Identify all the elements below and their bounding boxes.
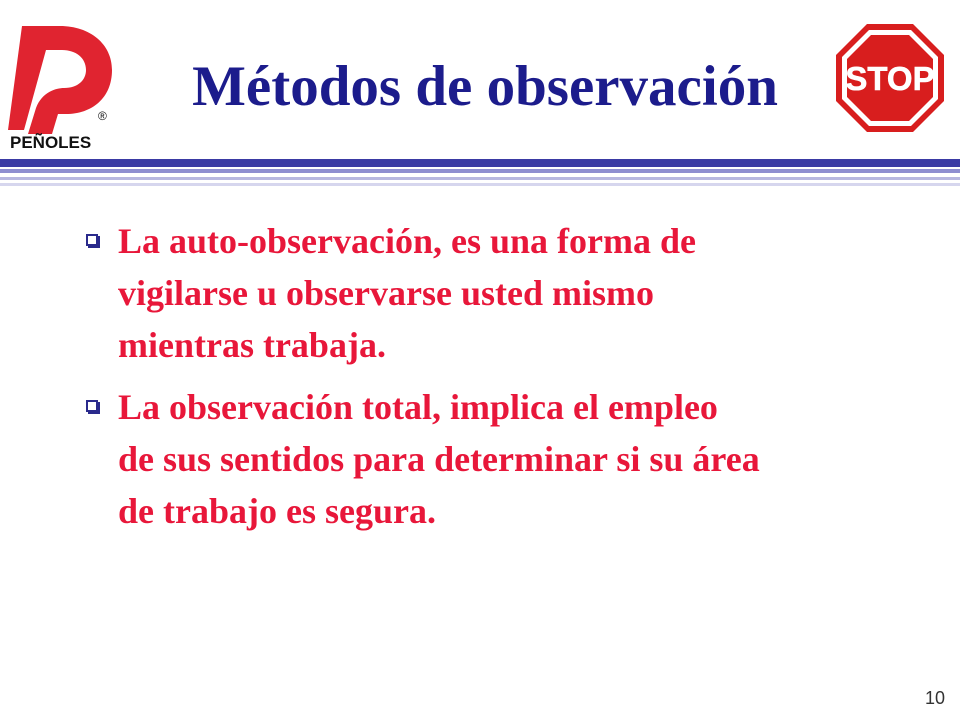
slide-title: Métodos de observación: [192, 55, 778, 118]
bullet-line: La auto-observación, es una forma de: [118, 221, 696, 261]
svg-text:®: ®: [98, 109, 107, 123]
page-number: 10: [924, 688, 945, 708]
bullet-list: [80, 215, 920, 547]
bullet-line: vigilarse u observarse usted mismo: [118, 273, 654, 313]
bullet-item: [80, 381, 920, 537]
title-divider: [0, 159, 960, 167]
penoles-logo: [8, 18, 120, 152]
title-divider-shade: [0, 177, 960, 180]
checkbox-bullet-icon: [86, 234, 98, 246]
title-divider-shade: [0, 183, 960, 186]
bullet-item: [80, 215, 920, 371]
bullet-line: La observación total, implica el empleo: [118, 387, 718, 427]
stop-sign-icon: [834, 22, 946, 134]
bullet-line: de trabajo es segura.: [118, 491, 436, 531]
title-divider-shade: [0, 169, 960, 173]
svg-text:PEÑOLES: PEÑOLES: [10, 133, 92, 152]
bullet-line: mientras trabaja.: [118, 325, 386, 365]
svg-text:STOP: STOP: [845, 60, 935, 97]
checkbox-bullet-icon: [86, 400, 98, 412]
bullet-line: de sus sentidos para determinar si su área: [118, 439, 760, 479]
